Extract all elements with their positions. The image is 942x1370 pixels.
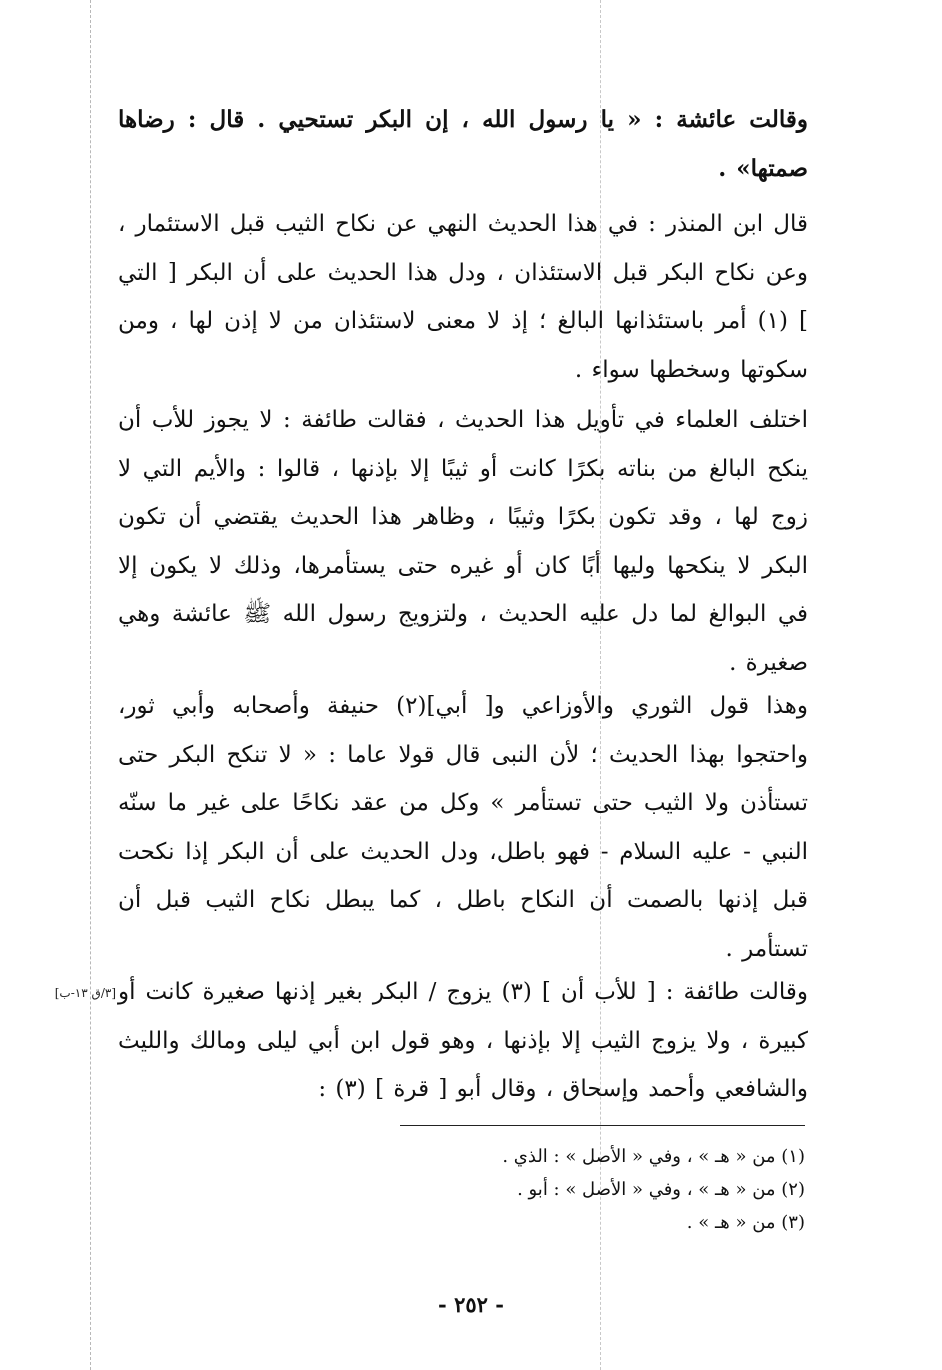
footnote-1: (١) من « هـ » ، وفي « الأصل » : الذي .: [502, 1146, 805, 1167]
footnote-2: (٢) من « هـ » ، وفي « الأصل » : أبو .: [517, 1179, 805, 1200]
manuscript-folio-note: [٣/ق ١٣-ب]: [54, 986, 116, 1000]
footnotes: [300, 1140, 805, 1239]
scan-margin-line-left: [90, 0, 91, 1370]
page-number: - ٢٥٢ -: [438, 1292, 504, 1317]
paragraph-another-group: وقالت طائفة : [ للأب أن ] (٣) يزوج / البكر بغير إذنها صغيرة كانت أو كبيرة ، ولا يزوج الثيب إلا بإذنها ، وهو قول ابن أبي ليلى ومالك والليث والشافعي وأحمد وإسحاق ، وقال أبو [ قرة ] (٣) :: [118, 979, 808, 1102]
paragraph-scholars-disagreement: اختلف العلماء في تأويل هذا الحديث ، فقالت طائفة : لا يجوز للأب أن ينكح البالغ من بناته بكرًا كانت أو ثيبًا إلا بإذنها ، قالوا : والأيم التي لا زوج لها ، وقد تكون بكرًا وثيبًا ، وظاهر هذا الحديث يقتضي أن تكون البكر لا ينكحها وليها أبًا كان أو غيره حتى يستأمرها، وذلك لا يكون إلا في البوالغ لما دل عليه الحديث ، ولتزويج رسول الله ﷺ عائشة وهي صغيرة .: [118, 407, 808, 676]
paragraph-thawri-opinion: وهذا قول الثوري والأوزاعي و[ أبي](٢) حنيفة وأصحابه وأبي ثور، واحتجوا بهذا الحديث ؛ لأن النبى قال قولا عاما : « لا تنكح البكر حتى تستأذن ولا الثيب حتى تستأمر » وكل من عقد نكاحًا على غير ما سنّه النبي - عليه السلام - فهو باطل، ودل الحديث على أن البكر إذا نكحت قبل إذنها بالصمت أن النكاح باطل ، كما يبطل نكاح الثيب قبل أن تستأمر .: [118, 693, 808, 962]
footnote-separator: [400, 1125, 805, 1126]
paragraph-ibn-al-mundhir: قال ابن المنذر : في هذا الحديث النهي عن نكاح الثيب قبل الاستئمار ، وعن نكاح البكر قبل الاستئذان ، ودل هذا الحديث على أن البكر [ التي ] (١) أمر باستئذانها البالغ ؛ إذ لا معنى لاستئذان من لا إذن لها ، ومن سكوتها وسخطها سواء .: [118, 211, 808, 383]
footnote-3: (٣) من « هـ » .: [686, 1212, 805, 1233]
paragraph-aisha-hadith: وقالت عائشة : « يا رسول الله ، إن البكر تستحيي . قال : رضاها صمتها» .: [118, 106, 808, 182]
